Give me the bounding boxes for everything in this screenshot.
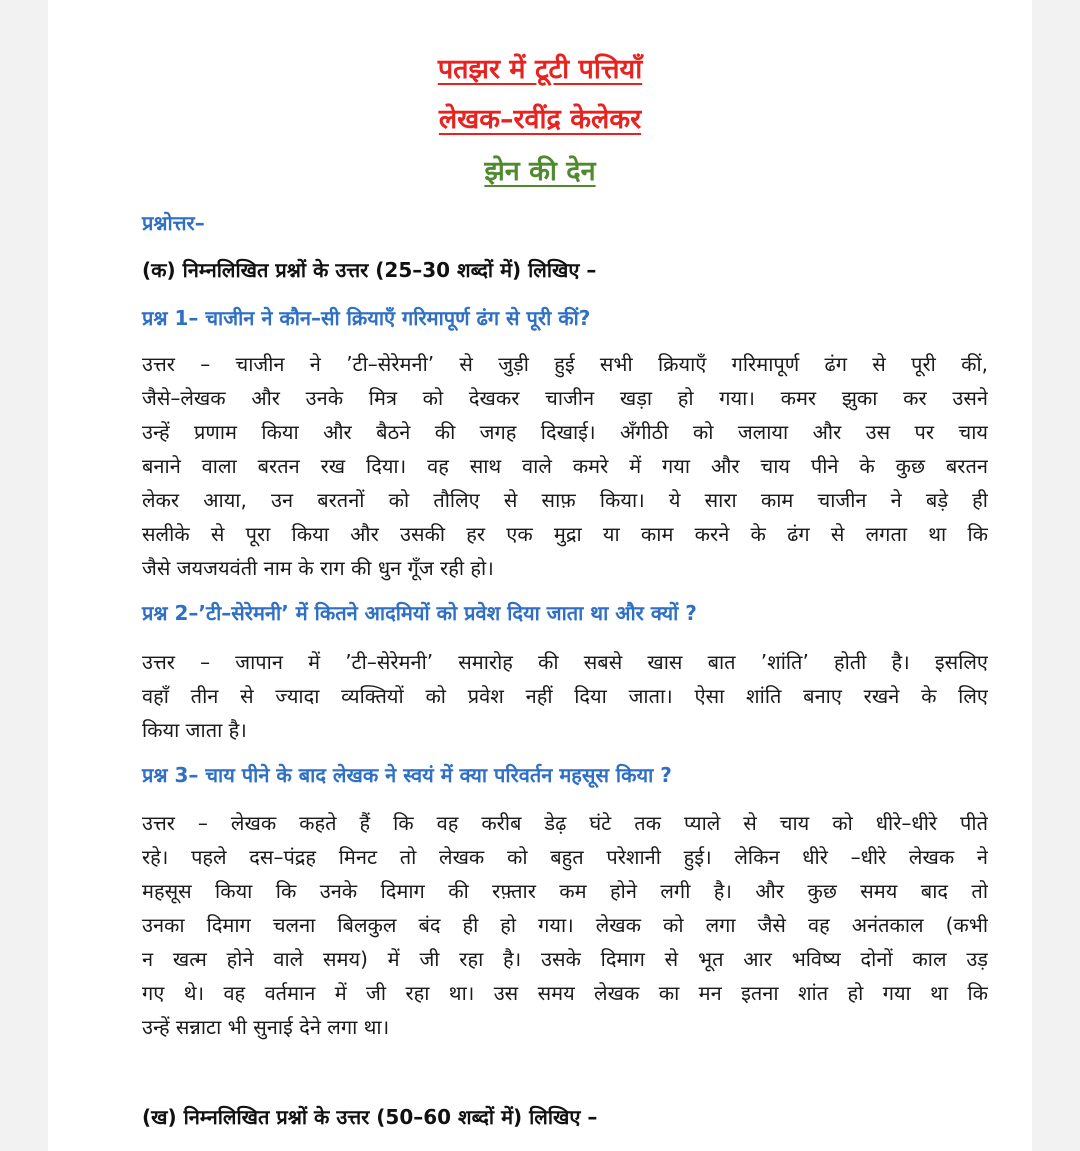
answer-line: जैसे जयजयवंती नाम के राग की धुन गूँज रही हो। <box>142 556 494 580</box>
answer-line: उत्तर – लेखक कहते हैं कि वह करीब डेढ़ घंटे तक प्याले से चाय को धीरे–धीरे पीते <box>142 811 988 835</box>
answer-line: जैसे–लेखक और उनके मित्र को देखकर चाजीन खड़ा हो गया। कमर झुका कर उसने <box>142 386 988 410</box>
answer-line: सलीके से पूरा किया और उसकी हर एक मुद्रा या काम करने के ढंग से लगता था कि <box>142 522 988 546</box>
answer-line: उन्हें प्रणाम किया और बैठने की जगह दिखाई। अँगीठी को जलाया और उस पर चाय <box>142 420 988 444</box>
section-title: झेन की देन <box>484 156 596 187</box>
answer-line: महसूस किया कि उनके दिमाग की रफ़्तार कम होने लगी है। और कुछ समय बाद तो <box>142 879 988 903</box>
answer-line: उन्हें सन्नाटा भी सुनाई देने लगा था। <box>142 1015 390 1039</box>
answer-3 <box>142 806 988 1044</box>
answer-line: लेकर आया, उन बरतनों को तौलिए से साफ़ किया। ये सारा काम चाजीन ने बड़े ही <box>142 488 988 512</box>
section-a-heading: (क) निम्नलिखित प्रश्नों के उत्तर (25–30 शब्दों में) लिखिए – <box>142 258 597 282</box>
answer-line: उत्तर – चाजीन ने ’टी–सेरेमनी’ से जुड़ी हुई सभी क्रियाएँ गरिमापूर्ण ढंग से पूरी कीं, <box>142 352 988 376</box>
chapter-title: पतझर में टूटी पत्तियाँ <box>437 54 643 85</box>
answer-line: गए थे। वह वर्तमान में जी रहा था। उस समय लेखक का मन इतना शांत हो गया था कि <box>142 981 988 1005</box>
answer-line: उत्तर – जापान में ’टी–सेरेमनी’ समारोह की सबसे खास बात ’शांति’ होती है। इसलिए <box>142 650 988 674</box>
question-1: प्रश्न 1– चाजीन ने कौन–सी क्रियाएँ गरिमापूर्ण ढंग से पूरी कीं? <box>142 306 591 330</box>
question-2: प्रश्न 2–’टी–सेरेमनी’ में कितने आदमियों को प्रवेश दिया जाता था और क्यों ? <box>142 601 697 625</box>
answer-line: बनाने वाला बरतन रख दिया। वह साथ वाले कमरे में गया और चाय पीने के कुछ बरतन <box>142 454 988 478</box>
question-3: प्रश्न 3– चाय पीने के बाद लेखक ने स्वयं में क्या परिवर्तन महसूस किया ? <box>142 763 672 787</box>
section-label: प्रश्नोत्तर– <box>142 211 205 235</box>
answer-line: वहाँ तीन से ज्यादा व्यक्तियों को प्रवेश नहीं दिया जाता। ऐसा शांति बनाए रखने के लिए <box>142 684 988 708</box>
section-b-heading: (ख) निम्नलिखित प्रश्नों के उत्तर (50–60 शब्दों में) लिखिए – <box>142 1105 598 1129</box>
answer-line: उनका दिमाग चलना बिलकुल बंद ही हो गया। लेखक को लगा जैसे वह अनंतकाल (कभी <box>142 913 988 937</box>
answer-line: रहे। पहले दस–पंद्रह मिनट तो लेखक को बहुत परेशानी हुई। लेकिन धीरे –धीरे लेखक ने <box>142 845 988 869</box>
answer-line: न खत्म होने वाले समय) में जी रहा है। उसके दिमाग से भूत आर भविष्य दोनों काल उड़ <box>142 947 988 971</box>
document-page <box>48 0 1032 1151</box>
answer-1 <box>142 347 988 585</box>
answer-line: किया जाता है। <box>142 718 247 742</box>
author-title: लेखक–रवींद्र केलेकर <box>438 104 642 135</box>
answer-2 <box>142 645 988 747</box>
